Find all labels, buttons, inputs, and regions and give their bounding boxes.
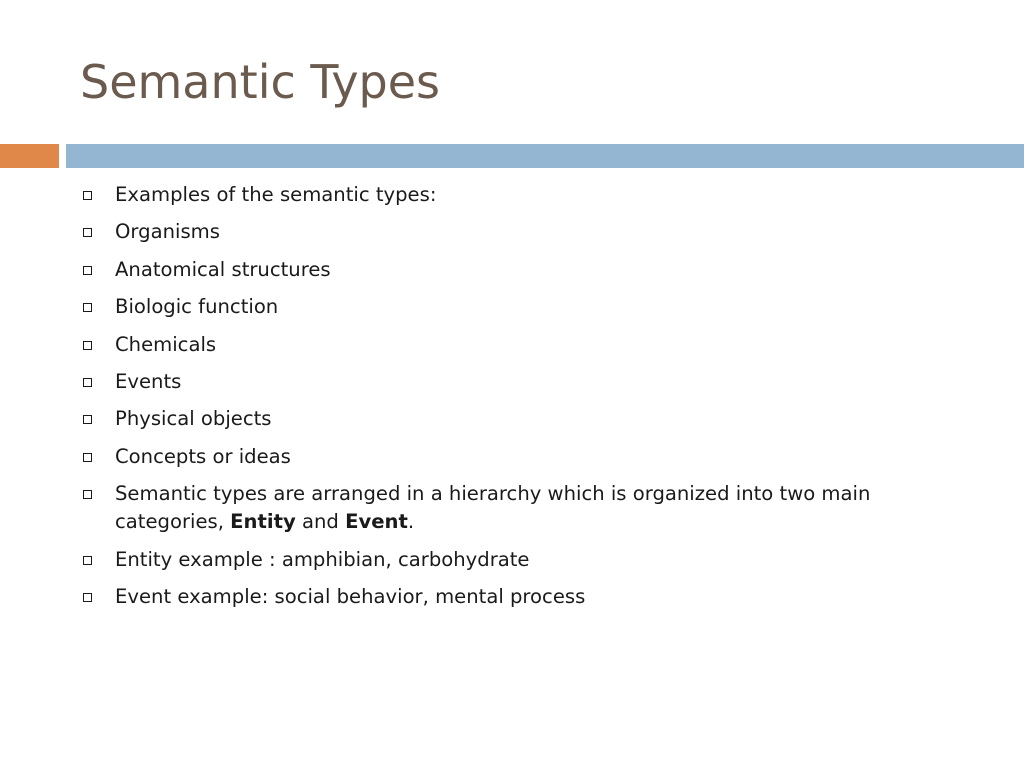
hollow-square-bullet-icon	[83, 303, 92, 312]
bullet-item	[80, 331, 960, 359]
entity-term: Entity	[230, 510, 296, 534]
bullet-text: Biologic function	[115, 295, 279, 319]
hollow-square-bullet-icon	[83, 593, 92, 602]
hollow-square-bullet-icon	[83, 378, 92, 387]
bullet-list	[80, 181, 960, 620]
bullet-text: Examples of the semantic types:	[115, 183, 437, 206]
bullet-item-hierarchy	[80, 480, 960, 536]
hollow-square-bullet-icon	[83, 415, 92, 424]
bullet-text: Chemicals	[115, 332, 217, 356]
bullet-text: Concepts or ideas	[115, 444, 291, 468]
bullet-text: Organisms	[115, 220, 220, 244]
period-text: .	[407, 510, 415, 534]
hollow-square-bullet-icon	[83, 490, 92, 499]
bullet-text	[115, 482, 870, 533]
bullet-text: Anatomical structures	[115, 257, 331, 281]
bullet-text: Entity example : amphibian, carbohydrate	[115, 547, 530, 571]
bullet-item	[80, 368, 960, 396]
hollow-square-bullet-icon	[83, 453, 92, 462]
hollow-square-bullet-icon	[83, 266, 92, 275]
bullet-item	[80, 256, 960, 284]
hollow-square-bullet-icon	[83, 228, 92, 237]
bullet-item	[80, 181, 960, 209]
slide-title: Semantic Types	[80, 55, 441, 109]
accent-bar-orange	[0, 144, 59, 168]
bullet-text: Events	[115, 369, 182, 393]
hollow-square-bullet-icon	[83, 191, 92, 200]
bullet-text: Physical objects	[115, 407, 272, 431]
bullet-item	[80, 293, 960, 321]
bullet-item	[80, 218, 960, 246]
hierarchy-text: Semantic types are arranged in a hierarchy which is organized into two main categories,	[115, 482, 871, 534]
event-term: Event	[345, 510, 408, 534]
and-text: and	[295, 510, 346, 534]
bullet-item	[80, 405, 960, 433]
bullet-item	[80, 443, 960, 471]
bullet-item	[80, 546, 960, 574]
bullet-text: Event example: social behavior, mental process	[115, 584, 586, 608]
hollow-square-bullet-icon	[83, 341, 92, 350]
hollow-square-bullet-icon	[83, 556, 92, 565]
bullet-item	[80, 583, 960, 611]
accent-bar-blue	[66, 144, 1024, 168]
